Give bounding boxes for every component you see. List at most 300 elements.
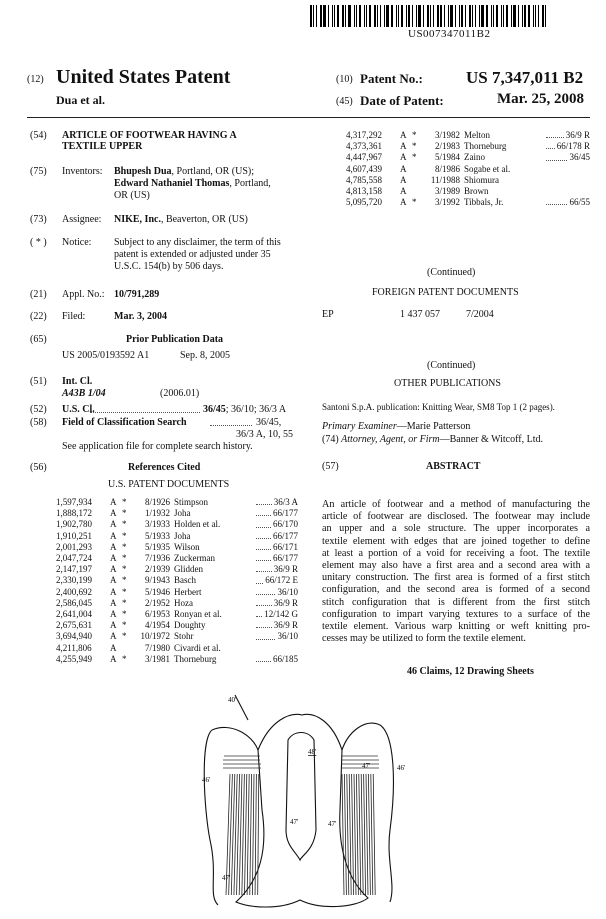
reference-a: A <box>110 508 117 519</box>
reference-a: A <box>110 653 117 664</box>
barcode-bar <box>345 5 346 27</box>
reference-num: 2,330,199 <box>56 575 92 586</box>
code-21: (21) <box>30 289 47 300</box>
reference-a: A <box>110 642 117 653</box>
barcode-bar <box>459 5 460 27</box>
reference-cls: 36/9 R <box>565 130 590 140</box>
reference-leader <box>546 141 555 149</box>
reference-name: Stimpson <box>174 497 209 507</box>
abstract-line: unitary construction. The first area is formed of a first stitch <box>322 572 590 584</box>
reference-row <box>56 587 298 598</box>
barcode-bar <box>412 5 413 27</box>
reference-row <box>56 519 298 530</box>
reference-num: 2,047,724 <box>56 553 92 564</box>
hatch-line <box>368 774 370 895</box>
reference-date: 3/1982 <box>434 130 460 140</box>
reference-a: A <box>400 152 407 163</box>
code-73: (73) <box>30 214 47 225</box>
reference-star: * <box>412 130 417 140</box>
reference-a: A <box>110 519 117 530</box>
reference-star: * <box>122 508 127 519</box>
reference-row <box>56 631 298 642</box>
reference-cls: 66/177 <box>272 553 298 564</box>
ref-47-mid-right: 47' <box>328 820 337 828</box>
reference-date: 10/1972 <box>140 631 170 642</box>
code-52: (52) <box>30 404 47 415</box>
barcode-bar <box>323 5 326 27</box>
barcode-bar <box>503 5 504 27</box>
attorney: (74) Attorney, Agent, or Firm—Banner & Witcoff, Ltd. <box>322 434 543 445</box>
barcode-bar <box>444 5 445 27</box>
field-search-note: See application file for complete search history. <box>62 441 253 452</box>
reference-a: A <box>110 609 117 620</box>
hatch-line <box>361 774 363 895</box>
reference-num: 4,813,158 <box>346 186 382 197</box>
field-search-leader <box>210 425 252 426</box>
reference-num: 1,888,172 <box>56 508 92 519</box>
barcode-bar <box>469 5 471 27</box>
barcode-bar <box>354 5 355 27</box>
us-cl-leader <box>90 412 200 413</box>
reference-cls: 12/142 G <box>264 609 298 620</box>
barcode-bar <box>377 5 378 27</box>
int-cl-class: A43B 1/04 <box>62 388 106 399</box>
reference-star: * <box>122 597 127 608</box>
barcode-bar <box>448 5 449 27</box>
reference-leader <box>256 564 272 572</box>
reference-cls: 36/10 <box>277 631 298 642</box>
reference-leader <box>256 631 275 639</box>
notice-label: Notice: <box>62 237 92 248</box>
int-cl-label: Int. Cl. <box>62 376 93 387</box>
reference-a: A <box>400 141 407 152</box>
barcode-bar <box>401 5 403 27</box>
code-57: (57) <box>322 461 339 472</box>
reference-name: Tibbals, Jr. <box>464 197 504 208</box>
barcode-bar <box>416 5 417 27</box>
reference-num: 3,694,940 <box>56 631 92 642</box>
reference-cls: 66/171 <box>272 541 298 552</box>
hatch-line <box>347 774 349 895</box>
hatch-line <box>349 774 351 895</box>
reference-leader <box>256 654 271 662</box>
hatch-line <box>247 774 249 895</box>
reference-leader <box>256 575 263 583</box>
hatch-line <box>258 774 259 895</box>
reference-leader <box>256 598 272 606</box>
barcode-bar <box>433 5 434 27</box>
reference-row <box>56 654 298 665</box>
reference-name: Melton <box>464 130 490 140</box>
reference-date: 5/1933 <box>144 530 170 541</box>
title-line-1: ARTICLE OF FOOTWEAR HAVING A <box>62 130 237 141</box>
barcode <box>310 5 590 27</box>
reference-row <box>56 564 298 575</box>
barcode-bar <box>320 5 322 27</box>
ref-47-bottom-left: 47' <box>222 874 231 882</box>
reference-num: 4,447,967 <box>346 152 382 163</box>
hatch-line <box>250 774 252 895</box>
hatch-line <box>242 774 245 895</box>
reference-name: Thorneburg <box>464 141 507 152</box>
barcode-bar <box>369 5 371 27</box>
barcode-bar <box>348 5 351 27</box>
barcode-bar <box>332 5 333 27</box>
ref-47-top-right: 47' <box>362 762 371 770</box>
barcode-bar <box>366 5 367 27</box>
reference-name: Glidden <box>174 564 203 575</box>
reference-a: A <box>400 174 407 185</box>
reference-cls: 66/185 <box>272 653 298 664</box>
ref-46-left: 46' <box>202 776 211 784</box>
inventor-2-location: OR (US) <box>114 190 150 201</box>
reference-cls: 66/178 R <box>556 141 590 152</box>
us-cl-value: 36/45; 36/10; 36/3 A <box>203 404 287 415</box>
barcode-bar <box>310 5 312 27</box>
reference-num: 4,785,558 <box>346 174 382 185</box>
reference-name: Thorneburg <box>174 653 217 664</box>
us-references-left <box>56 497 298 665</box>
barcode-bar <box>418 5 421 27</box>
barcode-bar <box>334 5 335 27</box>
reference-name: Stohr <box>174 631 194 642</box>
continued-1: (Continued) <box>427 267 476 278</box>
ref-47-center: 47' <box>290 818 299 826</box>
field-search-value-2: 36/3 A, 10, 55 <box>236 429 293 440</box>
primary-examiner: Primary Examiner—Marie Patterson <box>322 421 471 432</box>
abstract-text <box>322 499 590 645</box>
reference-name: Brown <box>464 186 489 197</box>
barcode-bar <box>538 5 539 27</box>
ref-46-right: 46' <box>397 764 406 772</box>
representative-drawing <box>190 690 430 915</box>
claims-summary: 46 Claims, 12 Drawing Sheets <box>407 666 534 677</box>
barcode-bar <box>493 5 494 27</box>
reference-leader <box>546 197 567 205</box>
abstract-line: an upper and a sole structure. The upper incorporates a <box>322 523 590 535</box>
barcode-bar <box>337 5 339 27</box>
reference-name: Civardi et al. <box>174 642 221 653</box>
barcode-bar <box>386 5 389 27</box>
reference-num: 4,211,806 <box>56 642 92 653</box>
reference-leader <box>256 553 271 561</box>
reference-row <box>346 197 590 208</box>
other-pubs-title: OTHER PUBLICATIONS <box>394 378 501 389</box>
reference-a: A <box>400 163 407 174</box>
reference-star: * <box>122 620 127 631</box>
reference-cls: 66/177 <box>272 530 298 541</box>
reference-date: 5/1984 <box>434 152 460 163</box>
reference-num: 1,597,934 <box>56 497 92 507</box>
reference-name: Shiomura <box>464 174 499 185</box>
barcode-bar <box>491 5 492 27</box>
prior-pub-number: US 2005/0193592 A1 <box>62 350 150 361</box>
reference-a: A <box>110 497 117 507</box>
reference-leader <box>256 609 262 617</box>
code-22: (22) <box>30 311 47 322</box>
abstract-line: at least a portion of a void for receiving a foot. The textile <box>322 547 590 559</box>
reference-date: 8/1926 <box>144 497 170 507</box>
barcode-bar <box>472 5 473 27</box>
barcode-bar <box>481 5 484 27</box>
barcode-bar <box>522 5 523 27</box>
abstract-title: ABSTRACT <box>426 461 481 472</box>
reference-star: * <box>412 152 417 163</box>
foreign-country: EP <box>322 309 334 320</box>
barcode-bar <box>359 5 361 27</box>
reference-num: 2,001,293 <box>56 541 92 552</box>
barcode-bar <box>542 5 544 27</box>
reference-row <box>56 553 298 564</box>
abstract-line: configuration, and the second area is formed of a second <box>322 584 590 596</box>
reference-date: 7/1936 <box>144 553 170 564</box>
reference-num: 4,317,292 <box>346 130 382 140</box>
reference-star: * <box>122 653 127 664</box>
reference-star: * <box>122 519 127 530</box>
reference-a: A <box>110 564 117 575</box>
filed-date: Mar. 3, 2004 <box>114 311 167 322</box>
reference-leader <box>256 519 271 527</box>
references-cited-title: References Cited <box>128 462 201 473</box>
assignee: NIKE, Inc., Beaverton, OR (US) <box>114 214 248 225</box>
patent-number: US 7,347,011 B2 <box>466 68 584 87</box>
date-of-patent-label: Date of Patent: <box>360 93 444 108</box>
hatch-line <box>342 774 344 895</box>
appl-no-label: Appl. No.: <box>62 289 105 300</box>
barcode-bar <box>396 5 397 27</box>
reference-star: * <box>122 564 127 575</box>
reference-star: * <box>122 541 127 552</box>
reference-star: * <box>122 575 127 586</box>
barcode-bar <box>384 5 385 27</box>
hatch-line <box>364 774 366 895</box>
reference-row <box>56 542 298 553</box>
reference-date: 3/1981 <box>144 653 170 664</box>
reference-cls: 36/9 R <box>273 620 298 631</box>
reference-row <box>346 175 590 186</box>
code-51: (51) <box>30 376 47 387</box>
reference-a: A <box>110 597 117 608</box>
reference-date: 1/1932 <box>144 508 170 519</box>
reference-name: Holden et al. <box>174 519 221 530</box>
foreign-number: 1 437 057 <box>400 309 440 320</box>
reference-name: Sogabe et al. <box>464 163 511 174</box>
barcode-bar <box>528 5 530 27</box>
continued-2: (Continued) <box>427 360 476 371</box>
reference-row <box>56 598 298 609</box>
barcode-bar <box>374 5 376 27</box>
reference-cls: 66/170 <box>272 519 298 530</box>
notice-line-2: patent is extended or adjusted under 35 <box>114 249 271 260</box>
reference-date: 6/1953 <box>144 609 170 620</box>
barcode-bar <box>313 5 314 27</box>
title-line-2: TEXTILE UPPER <box>62 141 143 152</box>
reference-cls: 36/10 <box>277 586 298 597</box>
reference-num: 2,147,197 <box>56 564 92 575</box>
reference-num: 4,255,949 <box>56 653 92 664</box>
barcode-bar <box>486 5 488 27</box>
reference-a: A <box>110 553 117 564</box>
date-of-patent: Mar. 25, 2008 <box>497 91 584 107</box>
reference-leader <box>546 130 564 138</box>
reference-row <box>56 609 298 620</box>
reference-num: 5,095,720 <box>346 197 382 208</box>
reference-a: A <box>400 186 407 197</box>
reference-date: 2/1983 <box>434 141 460 152</box>
reference-row <box>56 620 298 631</box>
reference-star <box>412 186 422 197</box>
reference-cls: 36/45 <box>569 152 590 163</box>
patent-title: United States Patent <box>56 66 231 88</box>
reference-a: A <box>400 197 407 208</box>
barcode-bar <box>316 5 317 27</box>
other-pub-text: Santoni S.p.A. publication: Knitting Wear, SM8 Top 1 (2 pages). <box>322 402 555 412</box>
field-search-label: Field of Classification Search <box>62 417 187 428</box>
reference-cls: 36/3 A <box>273 497 298 507</box>
filed-label: Filed: <box>62 311 86 322</box>
reference-name: Herbert <box>174 586 202 597</box>
us-references-right <box>346 130 590 208</box>
hatch-line <box>344 774 346 895</box>
reference-leader <box>546 152 567 160</box>
reference-cls: 66/177 <box>272 508 298 519</box>
barcode-bar <box>465 5 466 27</box>
reference-name: Doughty <box>174 620 206 631</box>
barcode-bar <box>513 5 516 27</box>
abstract-line: cesses may be utilized to form the textile element. <box>322 633 526 645</box>
reference-star: * <box>412 141 417 152</box>
barcode-bar <box>342 5 344 27</box>
barcode-bar <box>380 5 381 27</box>
code-56: (56) <box>30 462 47 473</box>
reference-a: A <box>400 130 407 140</box>
barcode-bar <box>533 5 534 27</box>
reference-a: A <box>110 530 117 541</box>
prior-pub-date: Sep. 8, 2005 <box>180 350 230 361</box>
barcode-bar <box>506 5 508 27</box>
hatch-line <box>366 774 368 895</box>
reference-cls: 36/9 R <box>273 597 298 608</box>
reference-leader <box>256 531 271 539</box>
prior-pub-title: Prior Publication Data <box>126 334 224 345</box>
reference-date: 4/1954 <box>144 620 170 631</box>
barcode-bar <box>545 5 546 27</box>
reference-star <box>122 643 132 654</box>
reference-num: 2,400,692 <box>56 586 92 597</box>
notice-line-3: U.S.C. 154(b) by 506 days. <box>114 261 224 272</box>
code-65: (65) <box>30 334 47 345</box>
reference-date: 9/1943 <box>144 575 170 586</box>
reference-name: Zuckerman <box>174 553 215 564</box>
hatch-line <box>252 774 254 895</box>
code-58: (58) <box>30 417 47 428</box>
reference-name: Zaino <box>464 152 485 163</box>
barcode-bar <box>364 5 365 27</box>
reference-row <box>56 508 298 519</box>
reference-cls: 36/9 R <box>273 564 298 575</box>
reference-row <box>56 643 298 654</box>
inventors-label: Inventors: <box>62 166 103 177</box>
barcode-bar <box>391 5 393 27</box>
abstract-line: element may also have a first area and a second area with a <box>322 560 590 572</box>
reference-date: 3/1992 <box>434 197 460 208</box>
header-divider <box>27 117 590 118</box>
reference-star <box>412 164 422 175</box>
reference-name: Basch <box>174 575 196 586</box>
barcode-bar <box>511 5 512 27</box>
reference-a: A <box>110 586 117 597</box>
code-45: (45) <box>336 96 353 107</box>
reference-row <box>346 186 590 197</box>
reference-num: 1,902,780 <box>56 519 92 530</box>
inventor-2: Edward Nathaniel Thomas, Portland, <box>114 178 271 189</box>
barcode-bar <box>501 5 502 27</box>
reference-date: 5/1935 <box>144 541 170 552</box>
reference-num: 4,607,439 <box>346 163 382 174</box>
reference-star: * <box>122 631 127 642</box>
barcode-bar <box>430 5 431 27</box>
assignee-label: Assignee: <box>62 214 102 225</box>
reference-name: Hoza <box>174 597 193 608</box>
us-patent-docs-title: U.S. PATENT DOCUMENTS <box>108 479 230 490</box>
reference-name: Joha <box>174 508 191 519</box>
reference-a: A <box>110 620 117 631</box>
hatch-line <box>356 774 358 895</box>
abstract-line: article of footwear are disclosed. The footwear may include <box>322 511 590 523</box>
reference-star: * <box>122 553 127 564</box>
barcode-bar <box>535 5 536 27</box>
field-search-value-1: 36/45, <box>256 417 282 428</box>
hatch-line <box>244 774 246 895</box>
ref-48: 48' <box>308 748 317 756</box>
hatch-line <box>359 774 361 895</box>
reference-cls: 66/172 E <box>265 575 298 586</box>
reference-row <box>346 141 590 152</box>
foreign-date: 7/2004 <box>466 309 494 320</box>
barcode-bar <box>356 5 357 27</box>
barcode-bar <box>455 5 456 27</box>
barcode-bar <box>461 5 463 27</box>
abstract-line: stitch configuration that is different from the first stitch <box>322 596 590 608</box>
reference-num: 2,641,004 <box>56 609 92 620</box>
reference-num: 1,910,251 <box>56 530 92 541</box>
ref-40: 40' <box>228 696 237 704</box>
barcode-bar <box>423 5 424 27</box>
barcode-bar <box>408 5 410 27</box>
reference-leader <box>256 497 272 505</box>
appl-no: 10/791,289 <box>114 289 160 300</box>
barcode-number: US007347011B2 <box>408 28 491 40</box>
reference-date: 5/1946 <box>144 586 170 597</box>
barcode-bar <box>524 5 526 27</box>
barcode-bar <box>496 5 498 27</box>
inventors-short: Dua et al. <box>56 93 105 107</box>
reference-row <box>346 130 590 141</box>
reference-star: * <box>412 197 417 208</box>
reference-date: 2/1952 <box>144 597 170 608</box>
abstract-line: An article of footwear and a method of manufacturing the <box>322 499 590 510</box>
barcode-bar <box>450 5 453 27</box>
reference-num: 2,586,045 <box>56 597 92 608</box>
reference-row <box>56 497 298 508</box>
hatch-line <box>373 774 375 895</box>
reference-date: 3/1933 <box>144 519 170 530</box>
hatch-line <box>255 774 256 895</box>
reference-star: * <box>122 497 127 507</box>
hatch-line <box>239 774 242 895</box>
hatch-line <box>371 774 373 895</box>
reference-a: A <box>110 541 117 552</box>
